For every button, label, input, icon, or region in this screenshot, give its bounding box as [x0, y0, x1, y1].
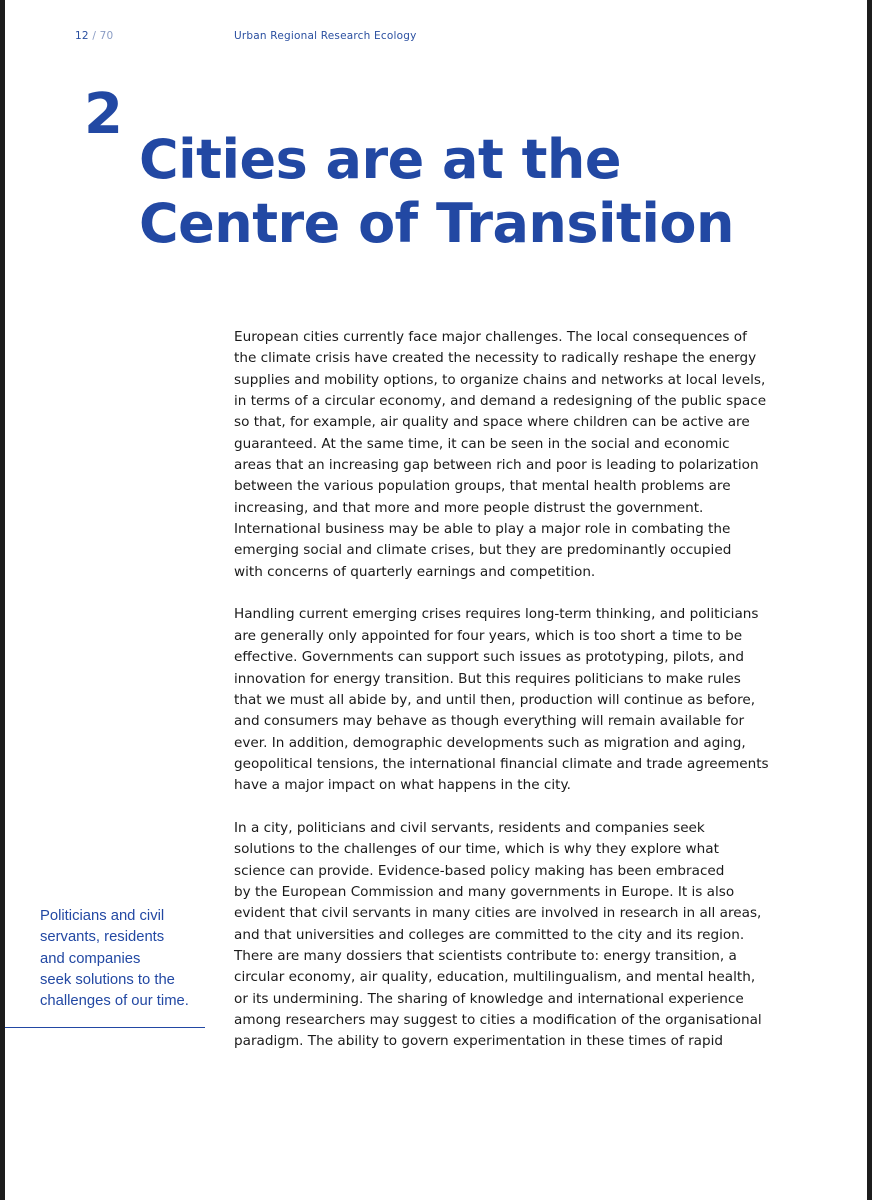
text-line: There are many dossiers that scientists contribute to: energy transition, a: [234, 947, 737, 964]
pullquote-line: seek solutions to the: [40, 971, 175, 988]
page-current: 12: [75, 30, 89, 42]
pullquote: [40, 906, 205, 1012]
text-line: and consumers may behave as though everything will remain available for: [234, 713, 745, 730]
text-line: guaranteed. At the same time, it can be seen in the social and economic: [234, 435, 730, 452]
text-line: with concerns of quarterly earnings and competition.: [234, 563, 596, 580]
text-line: among researchers may suggest to cities a modification of the organisational: [234, 1012, 762, 1028]
text-line: circular economy, air quality, education, multilingualism, and mental health,: [234, 969, 756, 986]
paragraph: [234, 327, 774, 583]
body-text: [234, 327, 774, 1074]
text-line: the climate crisis have created the necessity to radically reshape the energy: [234, 350, 757, 367]
paragraph: [234, 604, 774, 796]
chapter-title-line: Centre of Transition: [139, 192, 734, 255]
pullquote-line: Politicians and civil: [40, 908, 165, 924]
text-line: innovation for energy transition. But this requires politicians to make rules: [234, 670, 741, 687]
text-line: effective. Governments can support such issues as prototyping, pilots, and: [234, 649, 744, 666]
text-line: evident that civil servants in many cities are involved in research in all areas,: [234, 905, 762, 922]
text-line: that we must all abide by, and until then, production will continue as before,: [234, 691, 756, 708]
chapter-number: 2: [84, 82, 123, 147]
text-line: European cities currently face major challenges. The local consequences of: [234, 329, 747, 345]
text-line: have a major impact on what happens in the city.: [234, 777, 571, 794]
page-total: 70: [99, 30, 114, 42]
chapter-title-line: Cities are at the: [139, 128, 621, 191]
text-line: increasing, and that more and more people distrust the government.: [234, 499, 704, 516]
pullquote-line: servants, residents: [40, 929, 165, 946]
text-line: ever. In addition, demographic developments such as migration and aging,: [234, 734, 746, 751]
text-line: so that, for example, air quality and space where children can be active are: [234, 414, 750, 431]
pullquote-line: and companies: [40, 950, 141, 967]
text-line: science can provide. Evidence-based policy making has been embraced: [234, 862, 725, 879]
text-line: International business may be able to play a major role in combating the: [234, 521, 731, 538]
text-line: or its undermining. The sharing of knowledge and international experience: [234, 990, 744, 1007]
text-line: are generally only appointed for four years, which is too short a time to be: [234, 627, 743, 644]
text-line: emerging social and climate crises, but they are predominantly occupied: [234, 542, 732, 559]
text-line: in terms of a circular economy, and demand a redesigning of the public space: [234, 393, 767, 410]
page-separator: /: [92, 30, 97, 42]
pullquote-line: challenges of our time.: [40, 993, 189, 1010]
pullquote-divider: [5, 1027, 205, 1028]
text-line: between the various population groups, that mental health problems are: [234, 478, 731, 495]
document-page: [5, 0, 867, 1200]
paragraph: [234, 818, 774, 1053]
text-line: areas that an increasing gap between rich and poor is leading to polarization: [234, 457, 759, 474]
text-line: solutions to the challenges of our time, which is why they explore what: [234, 841, 719, 858]
text-line: Handling current emerging crises requires long-term thinking, and politicians: [234, 606, 759, 623]
text-line: supplies and mobility options, to organize chains and networks at local levels,: [234, 371, 766, 388]
chapter-title: [139, 128, 734, 256]
running-title: Urban Regional Research Ecology: [234, 30, 417, 42]
text-line: and that universities and colleges are committed to the city and its region.: [234, 926, 745, 943]
text-line: geopolitical tensions, the international financial climate and trade agreements: [234, 755, 769, 772]
text-line: In a city, politicians and civil servants, residents and companies seek: [234, 819, 705, 836]
text-line: paradigm. The ability to govern experimentation in these times of rapid: [234, 1033, 724, 1050]
page-number: [75, 30, 113, 42]
text-line: by the European Commission and many governments in Europe. It is also: [234, 883, 735, 900]
